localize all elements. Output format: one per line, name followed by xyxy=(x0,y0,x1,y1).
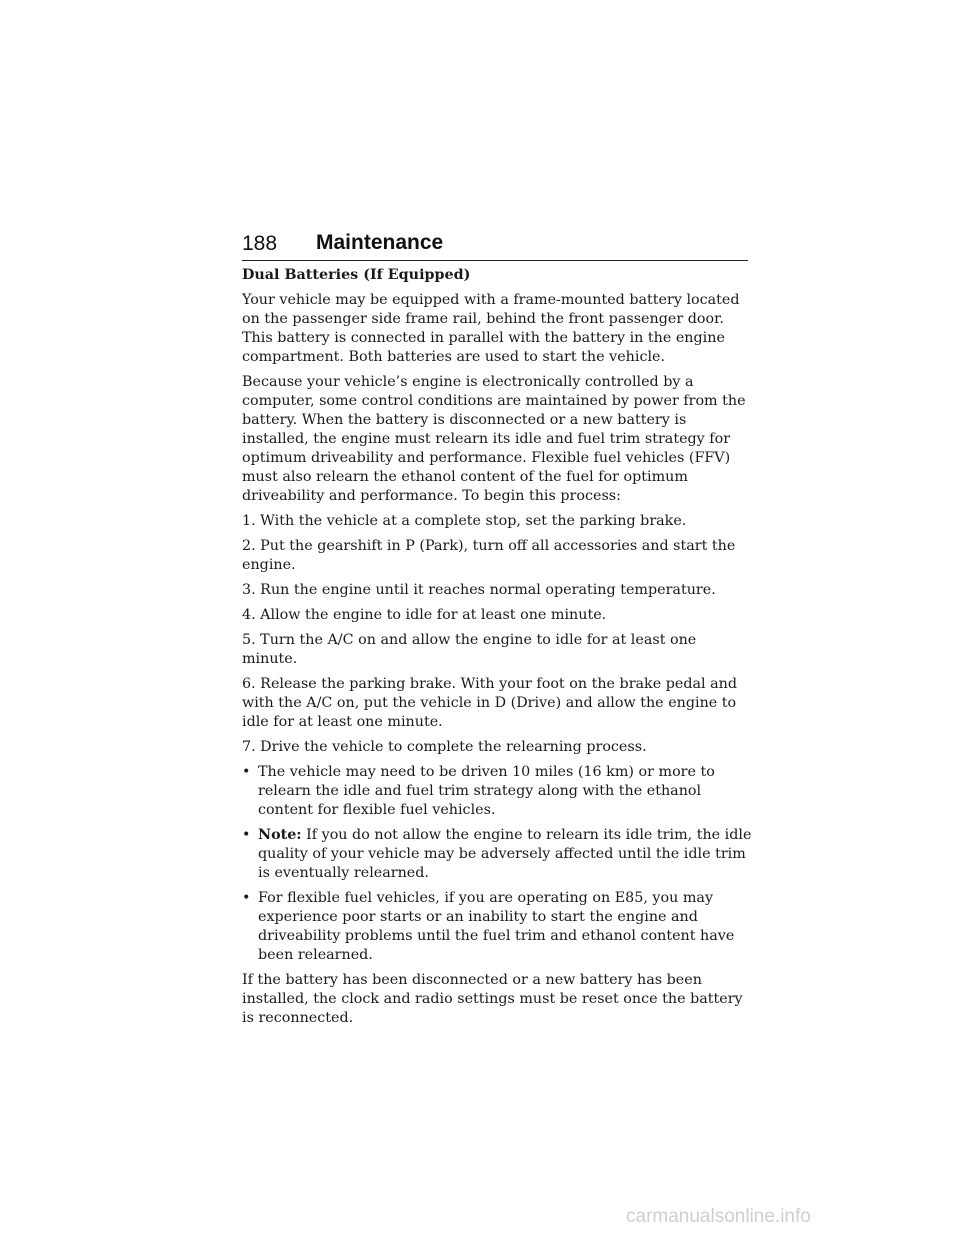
bullet-item-note xyxy=(242,826,752,883)
section-title: Maintenance xyxy=(316,231,444,254)
section-heading: Dual Batteries (If Equipped) xyxy=(242,267,471,283)
bullet-icon: • xyxy=(242,827,251,843)
step-item: 7. Drive the vehicle to complete the relearning process. xyxy=(242,739,647,755)
bullet-text: If you do not allow the engine to relearn its idle trim, the idle quality of your vehicle may be adversely affected until the idle trim is eventually relearned. xyxy=(258,827,752,881)
page-header xyxy=(242,226,748,261)
bullet-text: The vehicle may need to be driven 10 miles (16 km) or more to relearn the idle and fuel trim strategy along with the ethanol content for flexible fuel vehicles. xyxy=(258,764,715,818)
bullet-icon: • xyxy=(242,764,251,780)
step-item: 2. Put the gearshift in P (Park), turn off all accessories and start the engine. xyxy=(242,538,736,573)
watermark: carmanualsonline.info xyxy=(626,1206,811,1227)
bullet-item xyxy=(242,763,752,820)
explanation-paragraph: Because your vehicle’s engine is electronically controlled by a computer, some control conditions are maintained by power from the battery. When the battery is disconnected or a new battery is installed, the engine must relearn its idle and fuel trim strategy for optimum driveability and performance. Flexible fuel vehicles (FFV) must also relearn the ethanol content of the fuel for optimum driveability and performance. To begin this process: xyxy=(242,374,746,504)
bullet-icon: • xyxy=(242,890,251,906)
step-item: 3. Run the engine until it reaches normal operating temperature. xyxy=(242,582,716,598)
step-item: 4. Allow the engine to idle for at least one minute. xyxy=(242,607,607,623)
page-content xyxy=(242,266,752,1034)
step-item: 5. Turn the A/C on and allow the engine to idle for at least one minute. xyxy=(242,632,697,667)
step-item: 6. Release the parking brake. With your foot on the brake pedal and with the A/C on, put the vehicle in D (Drive) and allow the engine to idle for at least one minute. xyxy=(242,676,738,730)
note-label: Note: xyxy=(258,827,302,843)
bullet-item xyxy=(242,889,752,965)
page-number: 188 xyxy=(242,232,278,255)
intro-paragraph: Your vehicle may be equipped with a frame-mounted battery located on the passenger side frame rail, behind the front passenger door. This battery is connected in parallel with the battery in the engine compartment. Both batteries are used to start the vehicle. xyxy=(242,292,740,365)
bullet-text: For flexible fuel vehicles, if you are operating on E85, you may experience poor starts or an inability to start the engine and driveability problems until the fuel trim and ethanol content have been relearned. xyxy=(258,890,735,963)
step-item: 1. With the vehicle at a complete stop, set the parking brake. xyxy=(242,513,687,529)
closing-paragraph: If the battery has been disconnected or a new battery has been installed, the clock and radio settings must be reset once the battery is reconnected. xyxy=(242,972,743,1026)
